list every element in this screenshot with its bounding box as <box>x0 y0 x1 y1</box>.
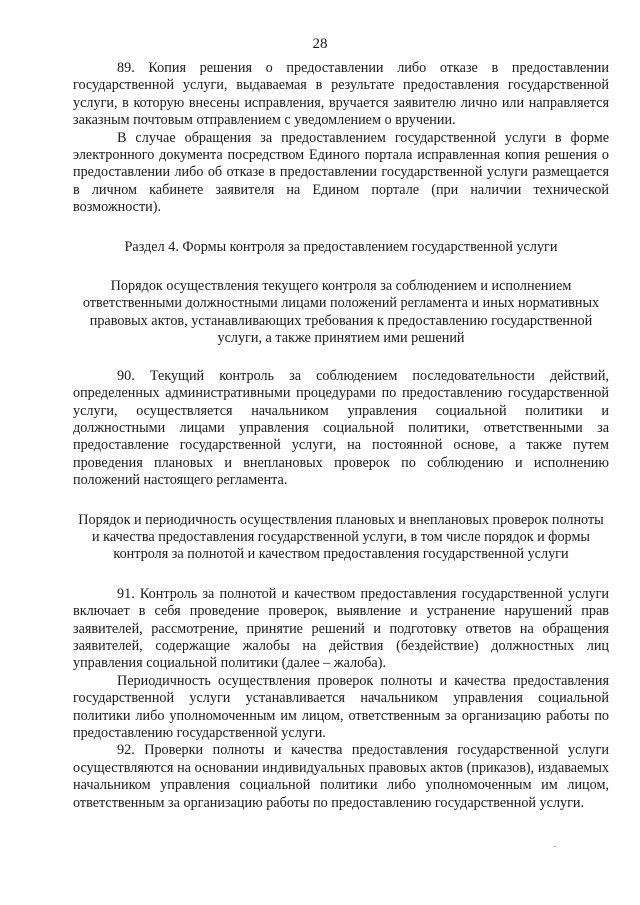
paragraph-91-periodicity: Периодичность осуществления проверок полноты и качества предоставления государственной услуги устанавливается начальником управления социальной политики либо уполномоченным им лицом, ответственным за организацию работы по предоставлению государственной услуги. <box>73 672 609 741</box>
paragraph-89-electronic: В случае обращения за предоставлением государственной услуги в форме электронного документа посредством Единого портала исправленная копия решения о предоставлении либо об отказе в предоставлении государственной услуги размещается в личном кабинете заявителя на Едином портале (при наличии технической возможности). <box>73 129 609 216</box>
section-4-title: Раздел 4. Формы контроля за предоставлением государственной услуги <box>124 238 558 255</box>
paragraph-91: 91. Контроль за полнотой и качеством предоставления государственной услуги включает в себя проведение проверок, выявление и устранение нарушений прав заявителей, рассмотрение, принятие решений и подготовку ответов на обращения заявителей, содержащие жалобы на действия (бездействие) должностных лиц управления социальной политики (далее – жалоба). <box>73 585 609 672</box>
scan-speck <box>553 846 556 847</box>
page-content <box>73 60 609 812</box>
paragraph-92: 92. Проверки полноты и качества предоставления государственной услуги осуществляются на основании индивидуальных правовых актов (приказов), издаваемых начальником управления социальной политики либо уполномоченным им лицом, ответственным за организацию работы по предоставлению государственной услуги. <box>73 742 609 811</box>
subheading-current-control: Порядок осуществления текущего контроля за соблюдением и исполнением ответственными должностными лицами положений регламента и иных нормативных правовых актов, устанавливающих требования к предоставлению государственной услуги, а также принятием ими решений <box>82 278 600 347</box>
paragraph-89: 89. Копия решения о предоставлении либо отказе в предоставлении государственной услуги, выдаваемая в результате предоставления государственной услуги, в которую внесены исправления, вручается заявителю лично или направляется заказным почтовым отправлением с уведомлением о вручении. <box>73 60 609 129</box>
subheading-inspections: Порядок и периодичность осуществления плановых и внеплановых проверок полноты и качества предоставления государственной услуги, в том числе порядок и формы контроля за полнотой и качеством предоставления государственной услуги <box>78 511 604 563</box>
paragraph-90: 90. Текущий контроль за соблюдением последовательности действий, определенных административными процедурами по предоставлению государственной услуги, осуществляется начальником управления социальной политики и должностными лицами управления социальной политики, ответственными за предоставление государственной услуги, на постоянной основе, а также путем проведения плановых и внеплановых проверок по соблюдению и исполнению положений настоящего регламента. <box>73 367 609 489</box>
page-number: 28 <box>312 36 328 52</box>
